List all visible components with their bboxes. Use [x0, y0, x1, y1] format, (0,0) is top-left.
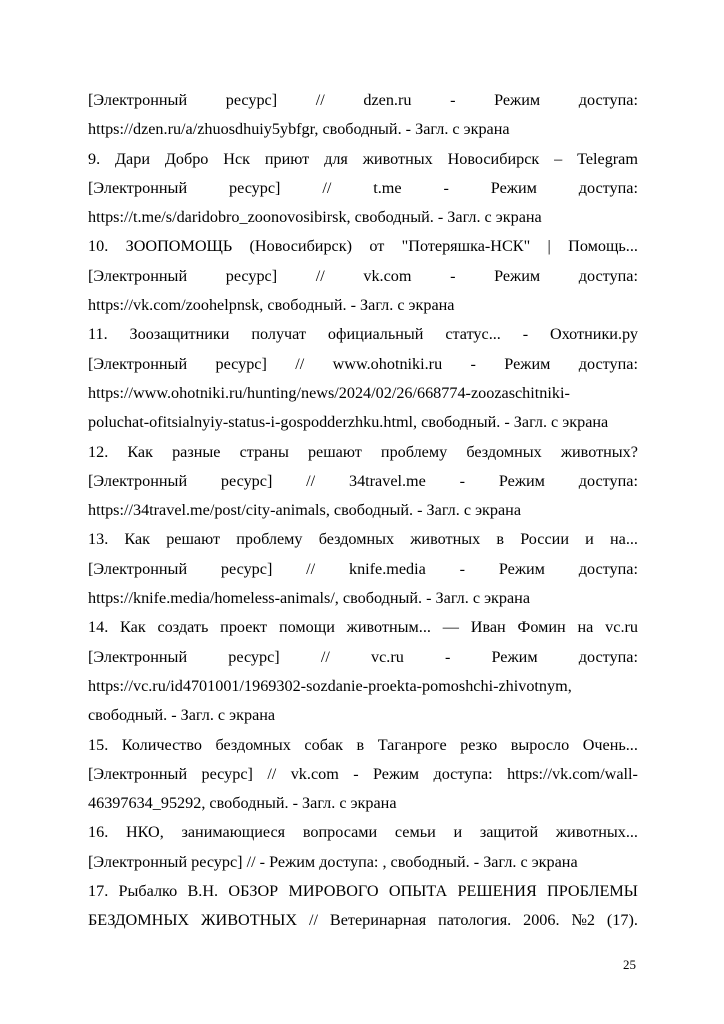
word: от — [369, 237, 385, 256]
word: vc.ru — [605, 618, 638, 637]
word: Ветеринарная — [329, 911, 427, 930]
text-line — [88, 438, 638, 467]
word: ОПЫТА — [388, 882, 448, 901]
word: Режим — [490, 178, 537, 197]
word: Дари — [115, 149, 150, 168]
text-line: https://dzen.ru/a/zhuosdhuiy5ybfgr, свободный. - Загл. с экрана — [88, 120, 510, 139]
word: // — [295, 354, 305, 373]
word: доступа: — [578, 91, 638, 109]
word: страны — [239, 442, 289, 461]
word: - — [353, 764, 359, 783]
text-line: 46397634_95292, свободный. - Загл. с экрана — [88, 794, 397, 813]
word: [Электронный — [88, 178, 188, 197]
word: 34travel.me — [348, 471, 426, 490]
word: Режим — [504, 354, 551, 373]
text-line: https://vc.ru/id4701001/1969302-sozdanie-proekta-pomoshchi-zhivotnym, — [88, 676, 572, 695]
word: помощи — [278, 618, 335, 637]
text-line: https://t.me/s/daridobro_zoonovosibirsk, свободный. - Загл. с экрана — [88, 208, 542, 227]
word: Режим — [372, 764, 420, 783]
word: решают — [166, 530, 221, 549]
word: животным... — [346, 618, 431, 637]
word: МИРОВОГО — [288, 882, 379, 901]
word: создать — [157, 618, 209, 637]
word: www.ohotniki.ru — [332, 354, 443, 373]
word: Очень... — [582, 735, 638, 754]
word: в — [356, 735, 365, 754]
word: vk.com — [363, 266, 412, 285]
word: (17). — [606, 911, 638, 930]
word: Как — [124, 530, 151, 549]
word: 15. — [88, 735, 109, 754]
word: // — [306, 559, 316, 578]
word: ресурс] — [220, 471, 273, 490]
word: проблему — [380, 442, 448, 461]
word: В.Н. — [187, 882, 219, 901]
word: dzen.ru — [363, 91, 412, 109]
word: — — [442, 618, 459, 637]
word: // — [315, 266, 325, 285]
word: knife.media — [348, 559, 426, 578]
word: 2006. — [523, 911, 560, 930]
text-line — [88, 86, 638, 115]
word: Рыбалко — [118, 882, 178, 901]
word: ресурс] — [215, 354, 267, 373]
word: России — [520, 530, 569, 549]
word: на... — [609, 530, 638, 549]
text-line — [88, 731, 638, 760]
word: vc.ru — [371, 647, 404, 666]
word: в — [496, 530, 505, 549]
word: выросло — [510, 735, 570, 754]
word: [Электронный — [88, 266, 188, 285]
word: доступа: — [578, 471, 638, 490]
word: (Новосибирск) — [249, 237, 352, 256]
text-line: poluchat-ofitsialnyiy-status-i-gospodderzhku.html, свободный. - Загл. с экрана — [88, 413, 609, 432]
word: НКО, — [125, 823, 164, 842]
text-line — [88, 760, 638, 789]
references-list — [88, 86, 638, 936]
word: разные — [172, 442, 221, 461]
word: вопросами — [302, 823, 378, 842]
word: Фомин — [517, 618, 566, 637]
word: https://vk.com/wall- — [507, 764, 638, 783]
word: статус... — [445, 325, 501, 344]
word: на — [577, 618, 594, 637]
text-line: свободный. - Загл. с экрана — [88, 706, 276, 725]
word: [Электронный — [88, 559, 188, 578]
word: ресурс] — [225, 266, 278, 285]
word: 9. — [88, 149, 101, 168]
word: Режим — [494, 91, 541, 109]
text-line: https://vk.com/zoohelpnsk, свободный. - Загл. с экрана — [88, 296, 455, 315]
word: проблему — [236, 530, 303, 549]
word: [Электронный — [88, 471, 188, 490]
word: бездомных — [318, 530, 395, 549]
word: // — [315, 91, 325, 109]
word: животных — [362, 149, 433, 168]
word: Новосибирск — [447, 149, 540, 168]
text-line — [88, 818, 638, 847]
word: [Электронный — [88, 354, 188, 373]
word: ресурс] — [229, 178, 281, 197]
word: // — [267, 764, 277, 783]
word: // — [320, 647, 330, 666]
text-line — [88, 174, 638, 203]
word: Таганроге — [377, 735, 447, 754]
text-line — [88, 145, 638, 174]
word: // — [309, 911, 319, 930]
word: БЕЗДОМНЫХ — [88, 911, 190, 930]
word: ОБЗОР — [228, 882, 279, 901]
word: занимающиеся — [181, 823, 286, 842]
word: - — [450, 91, 456, 109]
word: 13. — [88, 530, 109, 549]
word: - — [459, 471, 466, 490]
word: приют — [264, 149, 310, 168]
word: | — [547, 237, 551, 256]
text-line — [88, 555, 638, 584]
text-line — [88, 232, 638, 261]
word: ЗООПОМОЩЬ — [125, 237, 233, 256]
word: защитой — [479, 823, 539, 842]
text-line — [88, 877, 638, 906]
text-line: https://knife.media/homeless-animals/, свободный. - Загл. с экрана — [88, 589, 531, 608]
word: Режим — [498, 559, 545, 578]
word: ресурс] — [201, 764, 253, 783]
word: получат — [251, 325, 307, 344]
word: Режим — [491, 647, 538, 666]
word: 14. — [88, 618, 109, 637]
word: животных — [410, 530, 481, 549]
word: для — [324, 149, 348, 168]
word: [Электронный — [88, 764, 188, 783]
word: Режим — [498, 471, 545, 490]
word: животных... — [555, 823, 638, 842]
word: - — [522, 325, 529, 344]
word: 10. — [88, 237, 109, 256]
word: Охотники.ру — [550, 325, 638, 344]
word: доступа: — [578, 647, 638, 666]
word: // — [306, 471, 316, 490]
word: бездомных — [215, 735, 291, 754]
text-line — [88, 906, 638, 935]
text-line — [88, 613, 638, 642]
text-line — [88, 525, 638, 554]
word: 12. — [88, 442, 109, 461]
text-line — [88, 320, 638, 349]
word: Нск — [223, 149, 251, 168]
text-line: [Электронный ресурс] // - Режим доступа: , свободный. - Загл. с экрана — [88, 852, 578, 871]
word: - — [450, 266, 456, 285]
word: РЕШЕНИЯ — [457, 882, 537, 901]
word: семьи — [394, 823, 436, 842]
text-line — [88, 467, 638, 496]
text-line: https://www.ohotniki.ru/hunting/news/2024/02/26/668774-zoozaschitniki- — [88, 383, 570, 402]
word: доступа: — [578, 354, 638, 373]
word: резко — [460, 735, 498, 754]
text-line — [88, 350, 638, 379]
word: - — [459, 559, 466, 578]
word: доступа: — [578, 559, 638, 578]
word: Зоозащитники — [129, 325, 230, 344]
word: [Электронный — [88, 91, 188, 109]
word: - — [470, 354, 476, 373]
word: и — [453, 823, 463, 842]
word: решают — [307, 442, 362, 461]
word: [Электронный — [88, 647, 188, 666]
word: – — [554, 149, 563, 168]
word: Количество — [121, 735, 202, 754]
word: ЖИВОТНЫХ — [201, 911, 298, 930]
word: Режим — [494, 266, 541, 285]
word: Добро — [164, 149, 209, 168]
text-line — [88, 262, 638, 291]
word: ПРОБЛЕМЫ — [547, 882, 638, 901]
word: t.me — [373, 178, 402, 197]
word: 17. — [88, 882, 109, 901]
text-line — [88, 643, 638, 672]
word: Иван — [470, 618, 506, 637]
word: Помощь... — [568, 237, 638, 256]
word: ресурс] — [220, 559, 273, 578]
word: патология. — [438, 911, 512, 930]
word: // — [322, 178, 332, 197]
word: ресурс] — [225, 91, 278, 109]
word: - — [444, 647, 451, 666]
word: доступа: — [433, 764, 493, 783]
word: 16. — [88, 823, 109, 842]
word: собак — [304, 735, 343, 754]
page-number: 25 — [623, 957, 636, 972]
word: vk.com — [290, 764, 339, 783]
word: Как — [127, 442, 153, 461]
word: 11. — [88, 325, 108, 344]
word: Telegram — [577, 149, 638, 168]
word: доступа: — [578, 178, 638, 197]
word: доступа: — [578, 266, 638, 285]
word: проект — [220, 618, 268, 637]
word: официальный — [327, 325, 424, 344]
word: бездомных — [466, 442, 542, 461]
text-line: https://34travel.me/post/city-animals, свободный. - Загл. с экрана — [88, 501, 522, 520]
word: "Потеряшка-НСК" — [401, 237, 531, 256]
word: животных? — [560, 442, 638, 461]
word: ресурс] — [228, 647, 280, 666]
word: - — [443, 178, 449, 197]
word: №2 — [571, 911, 595, 930]
word: и — [585, 530, 594, 549]
word: Как — [120, 618, 146, 637]
